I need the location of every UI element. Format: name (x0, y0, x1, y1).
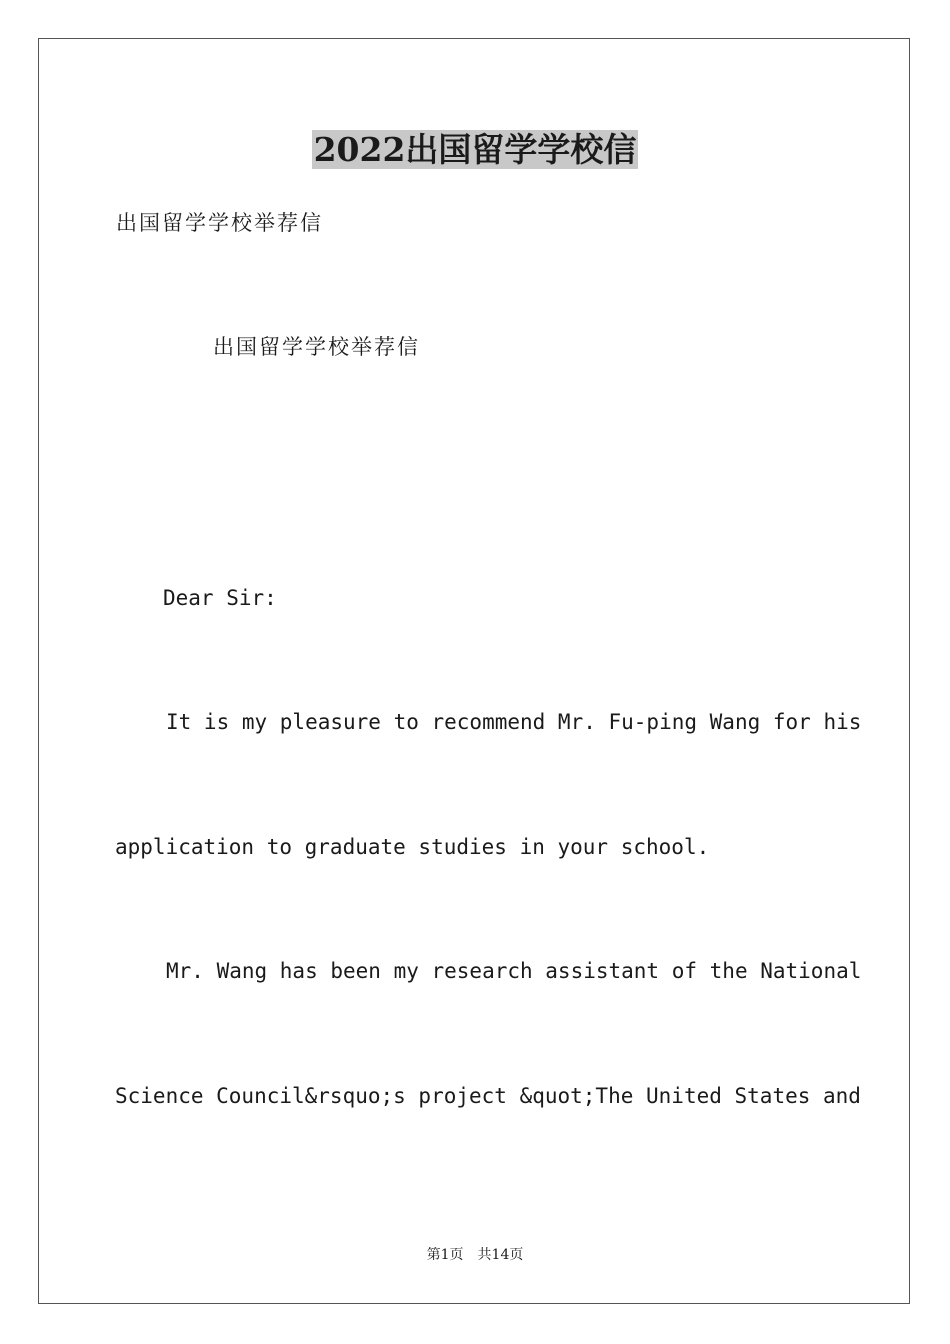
document-subtitle: 出国留学学校举荐信 (116, 211, 323, 235)
page-number: 第1页 (426, 1247, 464, 1263)
salutation: Dear Sir: (163, 586, 277, 610)
page-footer (0, 1245, 950, 1265)
document-title (0, 126, 950, 174)
body-line-1: It is my pleasure to recommend Mr. Fu-ping Wang for his (166, 710, 862, 734)
page-total: 共14页 (477, 1247, 524, 1263)
body-line-4: Science Council&rsquo;s project &quot;The United States and (115, 1084, 861, 1108)
letter-heading: 出国留学学校举荐信 (213, 335, 420, 359)
document-title-text: 2022出国留学学校信 (313, 130, 637, 169)
body-line-2: application to graduate studies in your school. (115, 835, 710, 859)
body-line-3: Mr. Wang has been my research assistant of the National (166, 959, 862, 983)
